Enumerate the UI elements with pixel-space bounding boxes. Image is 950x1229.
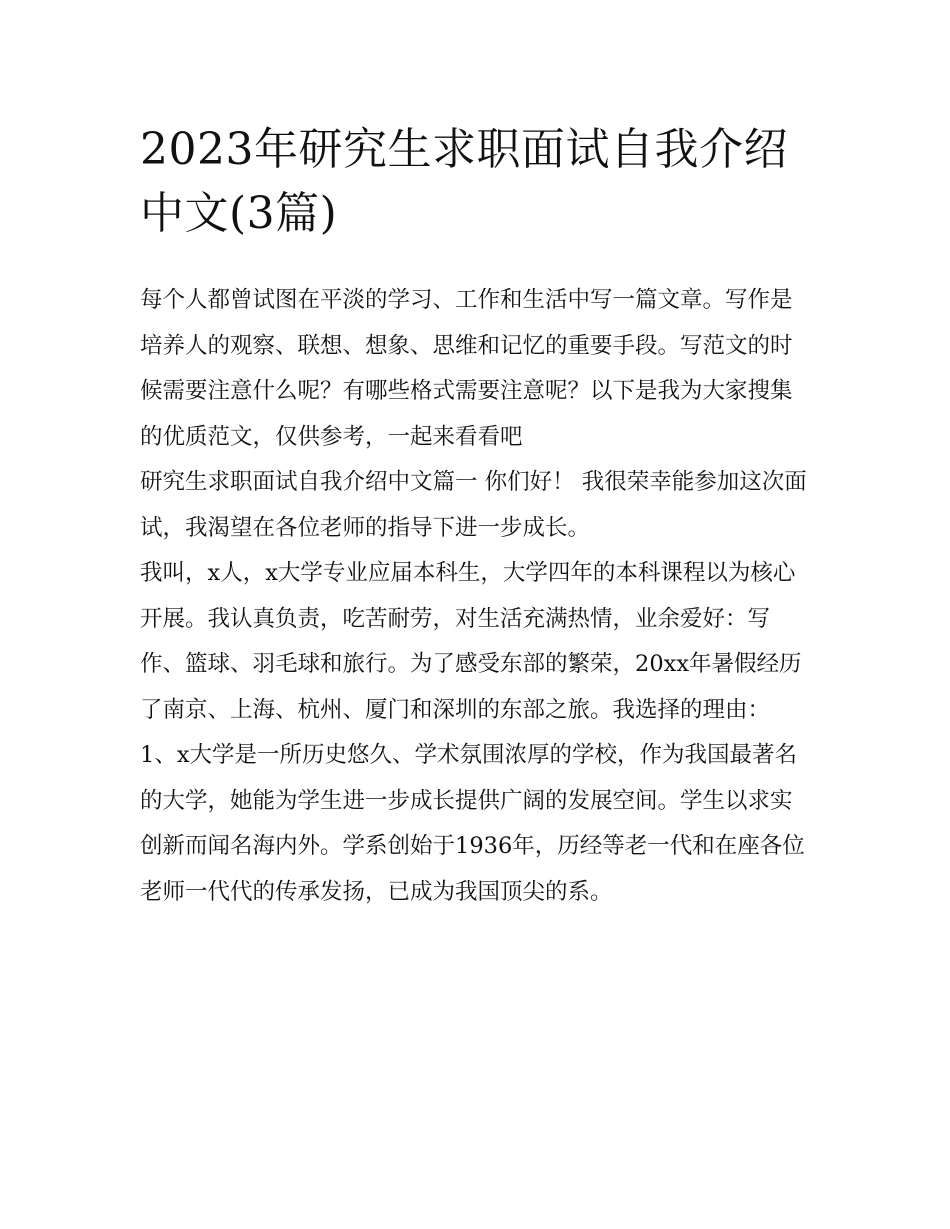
document-title: 2023年研究生求职面试自我介绍中文(3篇) bbox=[140, 124, 788, 239]
reason-one-paragraph: 1、x大学是一所历史悠久、学术氛围浓厚的学校，作为我国最著名的大学，她能为学生进一步成长提供广阔的发展空间。学生以求实创新而闻名海内外。学系创始于1936年，历经等老一代和在座各位老师一代代的传承发扬，已成为我国顶尖的系。 bbox=[140, 742, 805, 905]
section-one-opening-paragraph: 研究生求职面试自我介绍中文篇一 你们好！ 我很荣幸能参加这次面试，我渴望在各位老师的指导下进一步成长。 bbox=[140, 469, 807, 541]
self-introduction-paragraph: 我叫，x人，x大学专业应届本科生，大学四年的本科课程以为核心开展。我认真负责，吃苦耐劳，对生活充满热情，业余爱好：写作、篮球、羽毛球和旅行。为了感受东部的繁荣，20xx年暑假经历了南京、上海、杭州、厦门和深圳的东部之旅。我选择的理由： bbox=[140, 560, 802, 723]
intro-paragraph: 每个人都曾试图在平淡的学习、工作和生活中写一篇文章。写作是培养人的观察、联想、想象、思维和记忆的重要手段。写范文的时候需要注意什么呢？有哪些格式需要注意呢？以下是我为大家搜集的优质范文，仅供参考，一起来看看吧 bbox=[140, 287, 793, 450]
document-body bbox=[140, 278, 812, 915]
